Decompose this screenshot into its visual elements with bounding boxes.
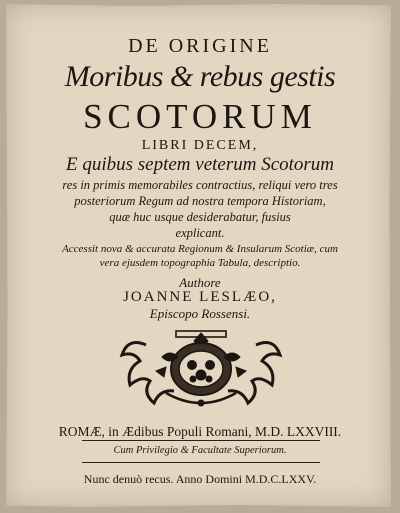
privilege-line: Cum Privilegio & Facultate Superiorum. [113, 445, 287, 456]
reprint-line: Nunc denuò recus. Anno Domini M.D.C.LXXV. [83, 472, 317, 486]
subtitle-line-3: posteriorum Regum ad nostra tempora Historiam, [74, 194, 326, 208]
divider-rule [82, 462, 320, 463]
author-title: Episcopo Rossensi. [149, 306, 251, 321]
subtitle-line-5: explicant. [175, 226, 225, 240]
title-line-libri-decem: LIBRI DECEM, [141, 138, 259, 153]
author-label: Authore [179, 275, 221, 290]
author-name: JOANNE LESLÆO, [123, 289, 277, 305]
title-line-de-origine: DE ORIGINE [128, 35, 272, 57]
divider-rule [82, 440, 320, 441]
accessit-line-1: Accessit nova & accurata Regionum & Insularum Scotiæ, cum [62, 243, 338, 255]
subtitle-line-4: quæ huc usque desiderabatur, fusius [109, 210, 291, 224]
accessit-line-2: vera ejusdem topographia Tabula, descriptio. [99, 257, 301, 269]
subtitle-line-1: E quibus septem veterum Scotorum [65, 154, 335, 175]
title-line-scotorum: SCOTORUM [83, 97, 317, 136]
imprint-line: ROMÆ, in Ædibus Populi Romani, M.D. LXXVIII. [58, 424, 342, 439]
printers-ornament-icon [116, 327, 286, 409]
title-line-moribus: Moribus & rebus gestis [64, 60, 336, 93]
subtitle-line-2: res in primis memorabiles contractius, reliqui vero tres [62, 178, 338, 192]
